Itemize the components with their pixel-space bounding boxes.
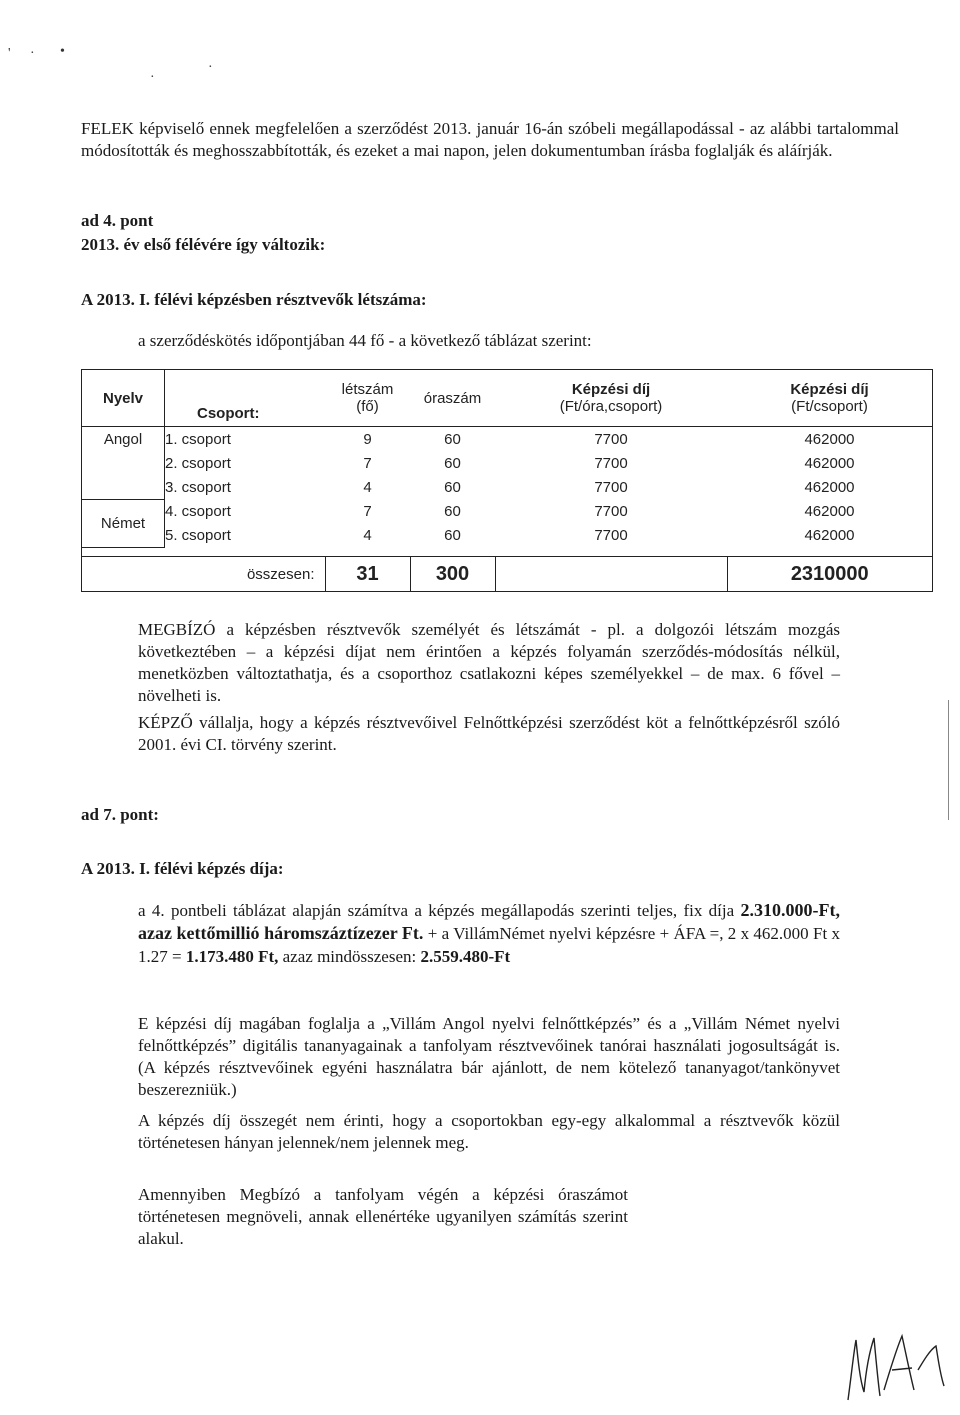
row-fee-group: 462000 xyxy=(727,427,933,452)
row-hours: 60 xyxy=(444,430,461,448)
margin-mark xyxy=(948,700,949,820)
row-fee-group: 462000 xyxy=(727,475,933,500)
row-count: 7 xyxy=(363,454,372,472)
fee-paragraph xyxy=(138,899,840,968)
row-group: 2. csoport xyxy=(165,454,231,472)
total-label: összesen: xyxy=(82,557,326,592)
row-hours: 60 xyxy=(444,527,461,544)
participants-heading: A 2013. I. félévi képzésben résztvevők létszáma: xyxy=(81,290,427,309)
header-count xyxy=(325,370,410,427)
total-fee-group: 2310000 xyxy=(727,557,933,592)
header-fee-hour-unit: (Ft/óra,csoport) xyxy=(559,398,663,415)
row-count: 4 xyxy=(363,527,372,544)
after-table-paragraph-2: KÉPZŐ vállalja, hogy a képzés résztvevőivel Felnőttképzési szerződést köt a felnőttképzésről szóló 2001. évi CI. törvény szerint. xyxy=(138,713,840,754)
fee-amount-grand-total: 2.559.480-Ft xyxy=(420,947,511,966)
table-row xyxy=(82,500,933,524)
header-fee-hour xyxy=(495,370,727,427)
total-empty xyxy=(495,557,727,592)
attendance-paragraph: A képzés díj összegét nem érinti, hogy a csoportokban egy-egy alkalommal a résztvevők közül történetesen hányan jelennek/nem jelennek meg. xyxy=(138,1111,840,1152)
table-header-row xyxy=(82,370,933,427)
table-total-row xyxy=(82,557,933,592)
row-fee-group: 462000 xyxy=(727,451,933,475)
row-fee-hour: 7700 xyxy=(594,503,628,520)
header-fee-group xyxy=(727,370,933,427)
header-count-label: létszám xyxy=(341,381,394,398)
total-count: 31 xyxy=(325,557,410,592)
row-group: 5. csoport xyxy=(165,527,231,544)
row-fee-hour: 7700 xyxy=(594,430,628,448)
handwritten-signature-icon xyxy=(840,1330,950,1415)
table-row xyxy=(82,427,933,452)
row-fee-hour: 7700 xyxy=(594,454,628,472)
row-count: 4 xyxy=(363,478,372,496)
document-page: ' · • · · FELEK képviselő ennek megfelelően a szerződést 2013. január 16-án szóbeli megállapodással - az alábbi tartalommal módosították és meghosszabbították, és ezeket a mai napon, jelen dokumentumban írásba foglalják és aláírják. ad 4. pont 2013. év első félévére így változik: A 2013. I. félévi képzésben résztvevők létszáma: a szerződéskötés időpontjában 44 fő - a következő táblázat szerint: Nyelv Csoport: létszám (fő) óraszám Képzési díj (Ft/óra,csoport) Képzési díj (Ft/csoport) Angol 1. csoport 9 60 7700 462000 2. csoport 7 60 7700 462000 3. csoport 4 60 7700 462000 Német 4. csoport 7 60 7700 462000 5. csoport 4 60 7700 462000 összesen: 31 300 2310000 MEGBÍZÓ a képzésben résztvevők személyét és létszámát - pl. a dolgozói létszám mozgás következtében – a képzési díjat nem érintően a képzés folyamán szerződés-módosítás nélkül, menetközben változtathatja, és a csoporthoz csatlakozni képes személyekkel – de max. 6 fővel – növelheti is. KÉPZŐ vállalja, hogy a képzés résztvevőivel Felnőttképzési szerződést köt a felnőttképzésről szóló 2001. évi CI. törvény szerint. ad 7. pont: A 2013. I. félévi képzés díja: a 4. pontbeli táblázat alapján számítva a képzés megállapodás szerinti teljes, fix díja 2.310.000-Ft, azaz kettőmillió háromszáztízezer Ft. + a VillámNémet nyelvi képzésre + ÁFA =, 2 x 462.000 Ft x 1.27 = 1.173.480 Ft, azaz mindösszesen: 2.559.480-Ft E képzési díj magában foglalja a „Villám Angol nyelvi felnőttképzés” és a „Villám Német nyelvi felnőttképzés” digitális tananyagainak a tanfolyam résztvevőinek tanórai használati jogosultságát is. (A képzés résztvevőinek egyéni használatra bár ajánlott, de nem kötelező tananyagot/tankönyvet beszerezniük.) A képzés díj összegét nem érinti, hogy a csoportokban egy-egy alkalommal a résztvevők közül történetesen hányan jelennek/nem jelennek meg. Amennyiben Megbízó a tanfolyam végén a képzési óraszámot történetesen megnöveli, annak ellenértéke ugyanilyen számítás szerint alakul. xyxy=(0,0,960,1413)
row-count: 7 xyxy=(363,503,372,520)
header-hours: óraszám xyxy=(410,370,495,427)
total-hours: 300 xyxy=(410,557,495,592)
table-row xyxy=(82,524,933,548)
row-lang: Német xyxy=(82,500,165,548)
row-hours: 60 xyxy=(444,454,461,472)
ad7-heading: ad 7. pont: xyxy=(81,805,159,824)
row-hours: 60 xyxy=(444,503,461,520)
row-lang xyxy=(82,475,165,500)
ad4-subheading: 2013. év első félévére így változik: xyxy=(81,235,326,254)
row-group: 3. csoport xyxy=(165,478,231,496)
header-fee-group-label: Képzési díj xyxy=(790,381,869,398)
row-group: 4. csoport xyxy=(165,503,231,520)
ad7-subheading: A 2013. I. félévi képzés díja: xyxy=(81,859,284,878)
fee-text-c: + a VillámNémet nyelvi képzésre + ÁFA =, 2 x 462.000 Ft x 1.27 = xyxy=(138,924,840,966)
header-fee-hour-label: Képzési díj xyxy=(571,381,651,398)
header-group: Csoport: xyxy=(165,370,326,427)
header-count-unit: (fő) xyxy=(356,398,379,415)
table-row xyxy=(82,451,933,475)
after-table-paragraph-1: MEGBÍZÓ a képzésben résztvevők személyét és létszámát - pl. a dolgozói létszám mozgás következtében – a képzési díjat nem érintően a képzés folyamán szerződés-módosítás nélkül, menetközben változtathatja, és a csoporthoz csatlakozni képes személyekkel – de max. 6 fővel – növelheti is. xyxy=(138,620,840,705)
fee-text-e: azaz mindösszesen: xyxy=(278,947,421,966)
ad4-heading: ad 4. pont xyxy=(81,211,154,230)
row-fee-group: 462000 xyxy=(727,500,933,524)
header-fee-group-unit: (Ft/csoport) xyxy=(791,398,868,415)
table-row xyxy=(82,475,933,500)
header-lang: Nyelv xyxy=(82,370,165,427)
row-hours: 60 xyxy=(444,478,461,496)
table-gap xyxy=(82,548,933,557)
intro-paragraph: FELEK képviselő ennek megfelelően a szerződést 2013. január 16-án szóbeli megállapodással - az alábbi tartalommal módosították és meghosszabbították, és ezeket a mai napon, jelen dokumentumban írásba foglalják és aláírják. xyxy=(81,119,899,160)
fee-amount-total: 2.310.000-Ft, azaz kettőmillió háromszáztízezer Ft. xyxy=(138,900,841,943)
row-fee-hour: 7700 xyxy=(594,527,628,544)
row-count: 9 xyxy=(363,430,372,448)
participants-table xyxy=(81,369,898,594)
row-group: 1. csoport xyxy=(165,430,231,448)
row-lang: Angol xyxy=(82,427,165,452)
row-lang xyxy=(82,451,165,475)
table-intro: a szerződéskötés időpontjában 44 fő - a következő táblázat szerint: xyxy=(138,331,592,350)
materials-paragraph: E képzési díj magában foglalja a „Villám Angol nyelvi felnőttképzés” és a „Villám Német nyelvi felnőttképzés” digitális tananyagainak a tanfolyam résztvevőinek tanórai használati jogosultságát is. (A képzés résztvevőinek egyéni használatra bár ajánlott, de nem kötelező tananyagot/tankönyvet beszerezniük.) xyxy=(138,1014,840,1099)
fee-amount-german: 1.173.480 Ft, xyxy=(185,947,279,966)
row-fee-hour: 7700 xyxy=(594,478,628,496)
extension-paragraph: Amennyiben Megbízó a tanfolyam végén a képzési óraszámot történetesen megnöveli, annak ellenértéke ugyanilyen számítás szerint alakul. xyxy=(138,1185,628,1248)
row-fee-group: 462000 xyxy=(727,524,933,548)
fee-text-a: a 4. pontbeli táblázat alapján számítva a képzés megállapodás szerinti teljes, fix díja xyxy=(138,901,735,920)
